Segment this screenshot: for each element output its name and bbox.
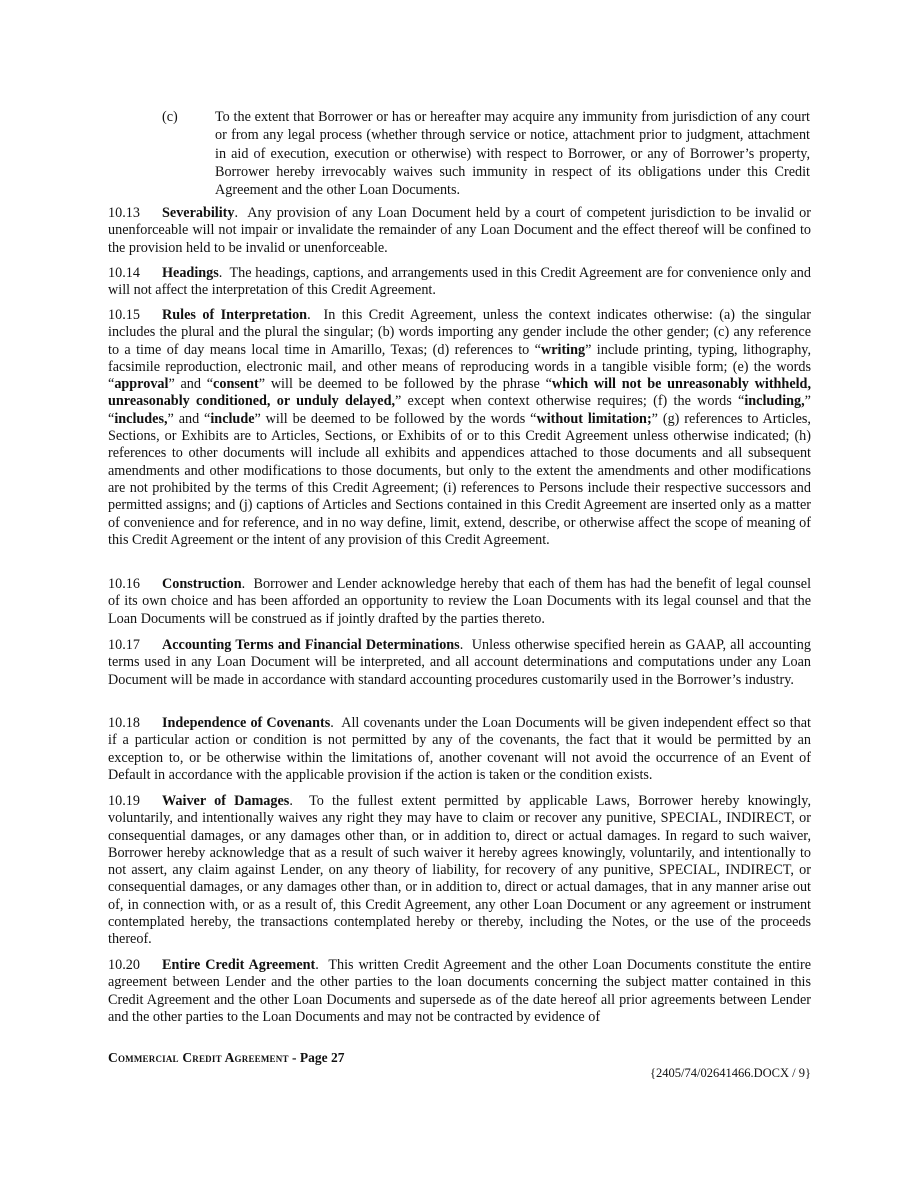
section-body-part: ” (g) references to Articles, Sections, or Exhibits are to Articles, Sections, or Exhibits of or to this Credit Agreement unless otherwise indicated; (h) references to other documents will include all exhibits and appendices attached to those documents and all subsequent amendments and other modifications to those documents, but only to the extent the amendments and other modifications are not prohibited by the terms of this Credit Agreement; (i) references to Persons include their respective successors and permitted assigns; and (j) captions of Articles and Sections contained in this Credit Agreement are inserted only as a matter of convenience and for reference, and in no way define, limit, extend, describe, or otherwise affect the scope of meaning of this Credit Agreement or the intent of any provision of this Credit Agreement. xyxy=(108,410,811,548)
section-body: This written Credit Agreement and the other Loan Documents constitute the entire agreement between Lender and the other parties to the loan documents concerning the subject matter contained in this Credit Agreement and the other Loan Documents and supersede as of the date hereof all prior agreements between Lender and the other parties to the Loan Documents and may not be contracted by evidence of xyxy=(108,957,811,1025)
section-heading: Entire Credit Agreement xyxy=(162,957,316,973)
section-body-part: ” and “ xyxy=(167,410,211,427)
clause-c xyxy=(162,108,810,199)
section-number: 10.18 xyxy=(108,715,140,731)
footer-page-number: - Page 27 xyxy=(292,1050,345,1065)
section-10-13: 10.13 Severability. Any provision of any Loan Document held by a court of competent jurisdiction to be invalid or unenforceable will not impair or invalidate the remainder of any Loan Document and the effect thereof will be confined to the provision held to be invalid or unenforceable. xyxy=(108,205,811,256)
section-heading: Headings xyxy=(162,265,219,281)
footer-title: Commercial Credit Agreement xyxy=(108,1050,289,1065)
defined-term: includes, xyxy=(114,410,168,427)
section-10-17: 10.17 Accounting Terms and Financial Determinations. Unless otherwise specified herein as GAAP, all accounting terms used in any Loan Document will be interpreted, and all account determinations and computations under any Loan Document will be made in accordance with standard accounting procedures customarily used in the Borrower’s industry. xyxy=(108,637,811,688)
section-heading: Independence of Covenants xyxy=(162,715,331,731)
section-body-part: ” and “ xyxy=(168,376,214,393)
section-number: 10.13 xyxy=(108,205,140,221)
section-body-part: In this Credit Agreement, unless the context indicates otherwise: (a) the singular includes the plural and the plural the singular; (b) words importing any gender include the other gender; (c) any reference to a time of day means local time in Amarillo, Texas; (d) references to “ xyxy=(108,307,811,358)
page-footer xyxy=(108,1050,345,1066)
defined-term: include xyxy=(210,410,255,427)
section-body: The headings, captions, and arrangements used in this Credit Agreement are for convenience only and will not affect the interpretation of this Credit Agreement. xyxy=(108,265,811,299)
section-10-15: 10.15 Rules of Interpretation. In this Credit Agreement, unless the context indicates otherwise: (a) the singular includes the plural and the plural the singular; (b) words importing any gender include the other gender; (c) any reference to a time of day means local time in Amarillo, Texas; (d) references to “writing” include printing, typing, lithography, facsimile reproduction, electronic mail, and other means of reproducing words in a tangible visible form; (e) the words “approval” and “consent” will be deemed to be followed by the phrase “which will not be unreasonably withheld, unreasonably conditioned, or unduly delayed,” except when context otherwise requires; (f) the words “including,” “includes,” and “include” will be deemed to be followed by the words “without limitation;” (g) references to Articles, Sections, or Exhibits are to Articles, Sections, or Exhibits of or to this Credit Agreement unless otherwise indicated; (h) references to other documents will include all exhibits and appendices attached to those documents and all subsequent amendments and other modifications to those documents, but only to the extent the amendments and other modifications are not prohibited by the terms of this Credit Agreement; (i) references to Persons include their respective successors and permitted assigns; and (j) captions of Articles and Sections contained in this Credit Agreement are inserted only as a matter of convenience and for reference, and in no way define, limit, extend, describe, or otherwise affect the scope of meaning of this Credit Agreement or the intent of any provision of this Credit Agreement. xyxy=(108,307,812,548)
section-number: 10.20 xyxy=(108,957,140,973)
defined-term: approval xyxy=(114,376,169,393)
section-body-part: ” except when context otherwise requires; (f) the words “ xyxy=(395,393,745,410)
section-number: 10.19 xyxy=(108,793,140,809)
section-heading: Accounting Terms and Financial Determinations xyxy=(162,637,460,653)
defined-term: writing xyxy=(540,341,586,358)
defined-term: including, xyxy=(744,393,805,410)
section-10-14: 10.14 Headings. The headings, captions, and arrangements used in this Credit Agreement are for convenience only and will not affect the interpretation of this Credit Agreement. xyxy=(108,265,811,299)
section-heading: Severability xyxy=(162,205,235,221)
defined-term: without limitation; xyxy=(536,410,652,427)
section-number: 10.15 xyxy=(108,307,140,323)
section-body: Any provision of any Loan Document held by a court of competent jurisdiction to be invalid or unenforceable will not impair or invalidate the remainder of any Loan Document and the effect thereof will be confined to the provision held to be invalid or unenforceable. xyxy=(108,205,811,256)
section-body: Unless otherwise specified herein as GAAP, all accounting terms used in any Loan Document will be interpreted, and all account determinations and computations under any Loan Document will be made in accordance with standard accounting procedures customarily used in the Borrower’s industry. xyxy=(108,637,811,688)
section-10-18: 10.18 Independence of Covenants. All covenants under the Loan Documents will be given independent effect so that if a particular action or condition is not permitted by any of the covenants, the fact that it would be permitted by an exception to, or be otherwise within the limitations of, another covenant will not avoid the occurrence of an Event of Default in accordance with the applicable provision if the action is taken or the condition exists. xyxy=(108,715,811,783)
section-heading: Construction xyxy=(162,576,242,592)
section-10-16: 10.16 Construction. Borrower and Lender acknowledge hereby that each of them has had the benefit of legal counsel of its own choice and has been afforded an opportunity to review the Loan Documents with its legal counsel and that the Loan Documents will be construed as if jointly drafted by the parties thereto. xyxy=(108,576,812,627)
section-heading: Waiver of Damages xyxy=(162,793,290,809)
section-body-part: ” will be deemed to be followed by the phrase “ xyxy=(258,376,552,393)
section-body: All covenants under the Loan Documents will be given independent effect so that if a particular action or condition is not permitted by any of the covenants, the fact that it would be permitted by an exception to, or be otherwise within the limitations of, another covenant will not avoid the occurrence of an Event of Default in accordance with the applicable provision if the action is taken or the condition exists. xyxy=(108,715,811,783)
section-number: 10.17 xyxy=(108,637,140,653)
section-heading: Rules of Interpretation xyxy=(162,307,308,323)
section-body-part: ” include printing, typing, lithography, facsimile reproduction, electronic mail, and other means of reproducing words in a tangible visible form; (e) the words “ xyxy=(108,341,812,393)
section-body-part: ” “ xyxy=(108,393,811,427)
defined-term: consent xyxy=(213,376,259,393)
section-body: To the fullest extent permitted by applicable Laws, Borrower hereby knowingly, voluntarily, and intentionally waives any right they may have to claim or recover any punitive, SPECIAL, INDIRECT, or consequential damages, or any damages other than, or in addition to, direct or actual damages. In regard to such waiver, Borrower hereby acknowledge that as a result of such waiver it hereby agrees knowingly, voluntarily, and intentionally to not assert, any claim against Lender, on any theory of liability, for recovery of any punitive, SPECIAL, INDIRECT, or consequential damages, or any damages other than, or in addition to, direct or actual damages, that in any manner arise out of, in connection with, or as a result of, this Credit Agreement, any other Loan Document or any agreement or instrument contemplated hereby, the transactions contemplated hereby or thereby, including the Notes, or the use of the proceeds thereof. xyxy=(108,793,811,948)
section-number: 10.16 xyxy=(108,576,140,592)
section-10-20: 10.20 Entire Credit Agreement. This written Credit Agreement and the other Loan Documents constitute the entire agreement between Lender and the other parties to the loan documents concerning the subject matter contained in this Credit Agreement and the other Loan Documents and supersede as of the date hereof all prior agreements between Lender and the other parties to the Loan Documents and may not be contracted by evidence of xyxy=(108,957,811,1025)
defined-term: which will not be unreasonably withheld, unreasonably conditioned, or unduly delayed, xyxy=(108,376,811,410)
document-id: {2405/74/02641466.DOCX / 9} xyxy=(650,1066,811,1080)
clause-text: To the extent that Borrower or has or hereafter may acquire any immunity from jurisdiction of any court or from any legal process (whether through service or notice, attachment prior to judgment, attachment in aid of execution, execution or otherwise) with respect to Borrower, or any of Borrower’s property, Borrower hereby irrevocably waives such immunity in respect of its obligations under this Credit Agreement and the other Loan Documents. xyxy=(215,109,810,199)
section-body-part: ” will be deemed to be followed by the words “ xyxy=(254,410,537,427)
section-body: Borrower and Lender acknowledge hereby that each of them has had the benefit of legal counsel of its own choice and has been afforded an opportunity to review the Loan Documents with its legal counsel and that the Loan Documents will be construed as if jointly drafted by the parties thereto. xyxy=(108,576,812,627)
section-number: 10.14 xyxy=(108,265,140,281)
section-10-19: 10.19 Waiver of Damages. To the fullest extent permitted by applicable Laws, Borrower hereby knowingly, voluntarily, and intentionally waives any right they may have to claim or recover any punitive, SPECIAL, INDIRECT, or consequential damages, or any damages other than, or in addition to, direct or actual damages. In regard to such waiver, Borrower hereby acknowledge that as a result of such waiver it hereby agrees knowingly, voluntarily, and intentionally to not assert, any claim against Lender, on any theory of liability, for recovery of any punitive, SPECIAL, INDIRECT, or consequential damages, or any damages other than, or in addition to, direct or actual damages, that in any manner arise out of, in connection with, or as a result of, this Credit Agreement, any other Loan Document or any agreement or instrument contemplated hereby, the transactions contemplated hereby or thereby, including the Notes, or the use of the proceeds thereof. xyxy=(108,793,811,948)
clause-label: (c) xyxy=(162,109,178,125)
